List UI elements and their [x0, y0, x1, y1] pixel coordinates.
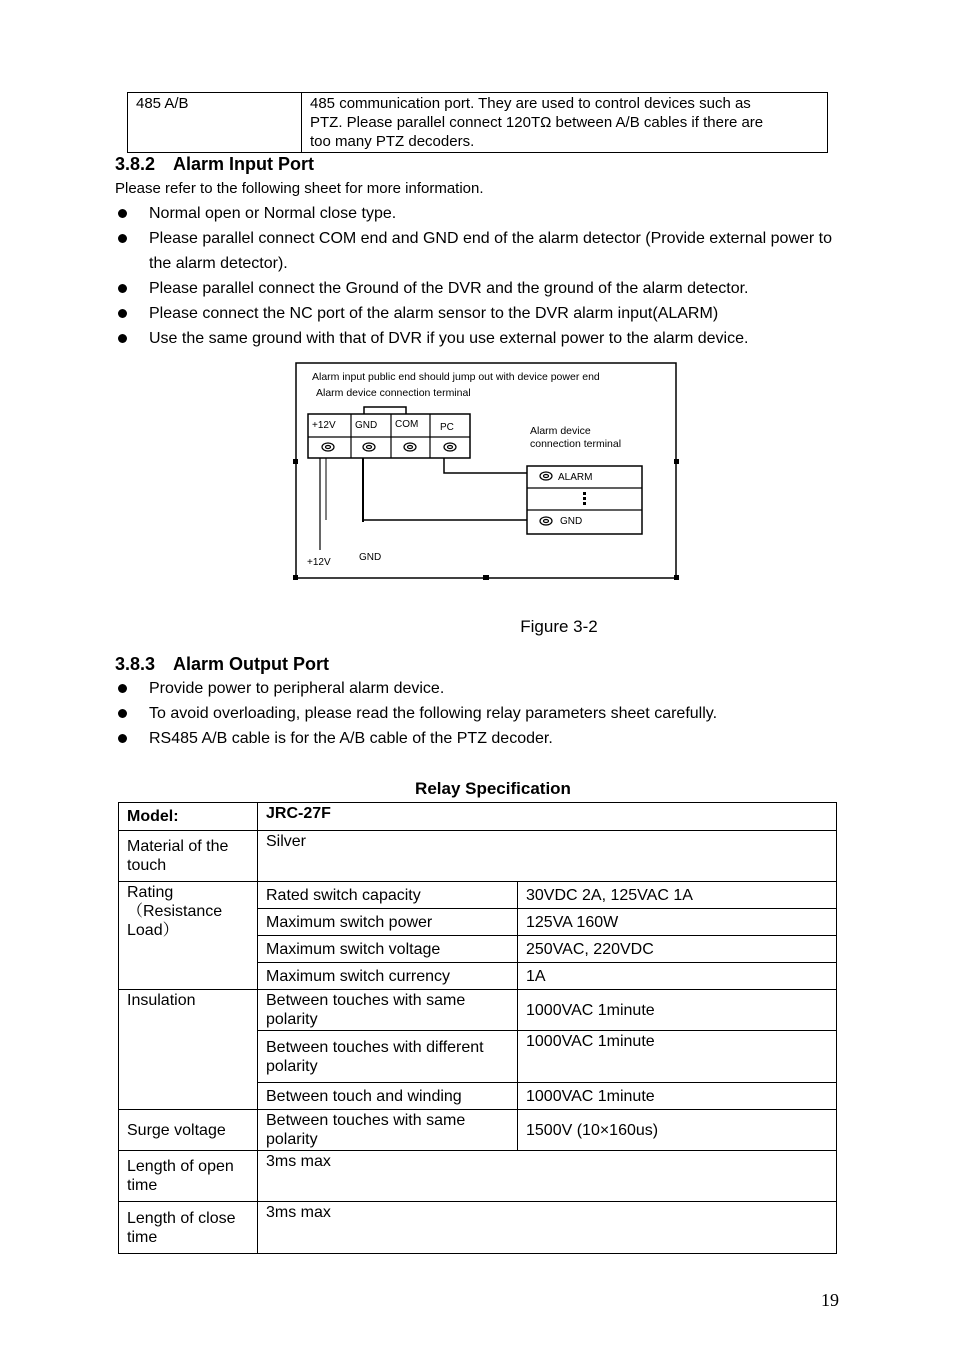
section-number: 3.8.3 — [115, 654, 156, 674]
model-label: Model: — [119, 803, 258, 831]
ins-diff-label: Between touches with different polarity — [258, 1031, 518, 1083]
ins-same-label: Between touches with same polarity — [258, 990, 518, 1031]
figure-caption: Figure 3-2 — [520, 617, 598, 636]
diagram-note: Alarm input public end should jump out with device power end — [312, 371, 600, 383]
section-title: Alarm Output Port — [173, 654, 329, 674]
max-voltage-value: 250VAC, 220VDC — [518, 936, 837, 963]
relay-table-title: Relay Specification — [415, 779, 571, 798]
rated-capacity-label: Rated switch capacity — [258, 882, 518, 909]
page-number: 19 — [821, 1290, 839, 1310]
frame-handle — [674, 459, 679, 464]
desc-line: PTZ. Please parallel connect 120TΩ between A/B cables if there are — [310, 114, 764, 131]
list-item: Use the same ground with that of DVR if you use external power to the alarm device. — [115, 326, 839, 351]
ins-winding-label: Between touch and winding — [258, 1083, 518, 1110]
port-table — [127, 92, 828, 153]
surge-sub-label: Between touches with same polarity — [258, 1110, 518, 1151]
ins-winding-value: 1000VAC 1minute — [518, 1083, 837, 1110]
surge-label: Surge voltage — [119, 1110, 258, 1151]
table-row — [119, 1202, 837, 1254]
port-description-cell — [302, 93, 828, 153]
section-title: Alarm Input Port — [173, 154, 315, 174]
terminal-label: GND — [355, 420, 378, 431]
table-row — [119, 1110, 837, 1151]
gnd-terminal-label: GND — [560, 516, 583, 527]
desc-line: too many PTZ decoders. — [310, 133, 475, 150]
max-currency-label: Maximum switch currency — [258, 963, 518, 990]
table-row — [128, 93, 828, 153]
alarm-device-label: Alarm device — [530, 425, 591, 437]
terminal-label: COM — [395, 419, 419, 430]
open-time-value: 3ms max — [258, 1151, 837, 1202]
alarm-input-bullet-list — [115, 201, 839, 351]
rating-label: Rating（Resistance Load） — [119, 882, 258, 990]
terminal-label: PC — [440, 422, 454, 433]
table-row — [119, 1151, 837, 1202]
list-item: Please parallel connect the Ground of the DVR and the ground of the alarm detector. — [115, 276, 839, 301]
ellipsis-icon — [583, 492, 586, 505]
open-time-label: Length of open time — [119, 1151, 258, 1202]
terminal-screw-icon — [322, 443, 456, 451]
terminal-screw-icon — [540, 472, 552, 525]
table-row — [119, 882, 837, 909]
bottom-12v-label: +12V — [307, 557, 331, 568]
desc-line: 485 communication port. They are used to control devices such as — [310, 95, 751, 112]
jumper-bracket — [364, 407, 406, 414]
material-label: Material of the touch — [119, 831, 258, 882]
bottom-gnd-label: GND — [359, 552, 382, 563]
list-item: Please connect the NC port of the alarm sensor to the DVR alarm input(ALARM) — [115, 301, 839, 326]
frame-handle — [483, 575, 489, 580]
port-name-cell: 485 A/B — [128, 93, 302, 153]
list-item: Please parallel connect COM end and GND end of the alarm detector (Provide external power to the alarm detector). — [115, 226, 839, 276]
alarm-terminal-label: ALARM — [558, 472, 593, 483]
alarm-output-bullet-list — [115, 676, 839, 751]
surge-value: 1500V (10×160us) — [518, 1110, 837, 1151]
wire-pc-to-alarm — [444, 458, 527, 473]
max-power-label: Maximum switch power — [258, 909, 518, 936]
list-item: Normal open or Normal close type. — [115, 201, 839, 226]
table-row — [119, 803, 837, 831]
rated-capacity-value: 30VDC 2A, 125VAC 1A — [518, 882, 837, 909]
relay-spec-table — [118, 802, 837, 1254]
frame-handle — [674, 575, 679, 580]
section-heading-alarm-output — [115, 654, 329, 675]
table-row — [119, 990, 837, 1031]
material-value: Silver — [258, 831, 837, 882]
max-voltage-label: Maximum switch voltage — [258, 936, 518, 963]
model-value: JRC-27F — [258, 803, 837, 831]
ins-diff-value: 1000VAC 1minute — [518, 1031, 837, 1083]
section-number: 3.8.2 — [115, 154, 156, 174]
frame-handle — [293, 459, 298, 464]
section-intro: Please refer to the following sheet for more information. — [115, 180, 484, 197]
terminal-label: +12V — [312, 420, 336, 431]
table-row — [119, 831, 837, 882]
alarm-wiring-diagram — [290, 360, 682, 584]
section-heading-alarm-input — [115, 154, 314, 175]
list-item: RS485 A/B cable is for the A/B cable of the PTZ decoder. — [115, 726, 839, 751]
close-time-value: 3ms max — [258, 1202, 837, 1254]
diagram-note: Alarm device connection terminal — [316, 387, 471, 399]
alarm-device-label: connection terminal — [530, 438, 622, 450]
list-item: Provide power to peripheral alarm device. — [115, 676, 839, 701]
ins-same-value: 1000VAC 1minute — [518, 990, 837, 1031]
close-time-label: Length of close time — [119, 1202, 258, 1254]
insulation-label: Insulation — [119, 990, 258, 1110]
list-item: To avoid overloading, please read the following relay parameters sheet carefully. — [115, 701, 839, 726]
frame-handle — [293, 575, 298, 580]
max-currency-value: 1A — [518, 963, 837, 990]
max-power-value: 125VA 160W — [518, 909, 837, 936]
